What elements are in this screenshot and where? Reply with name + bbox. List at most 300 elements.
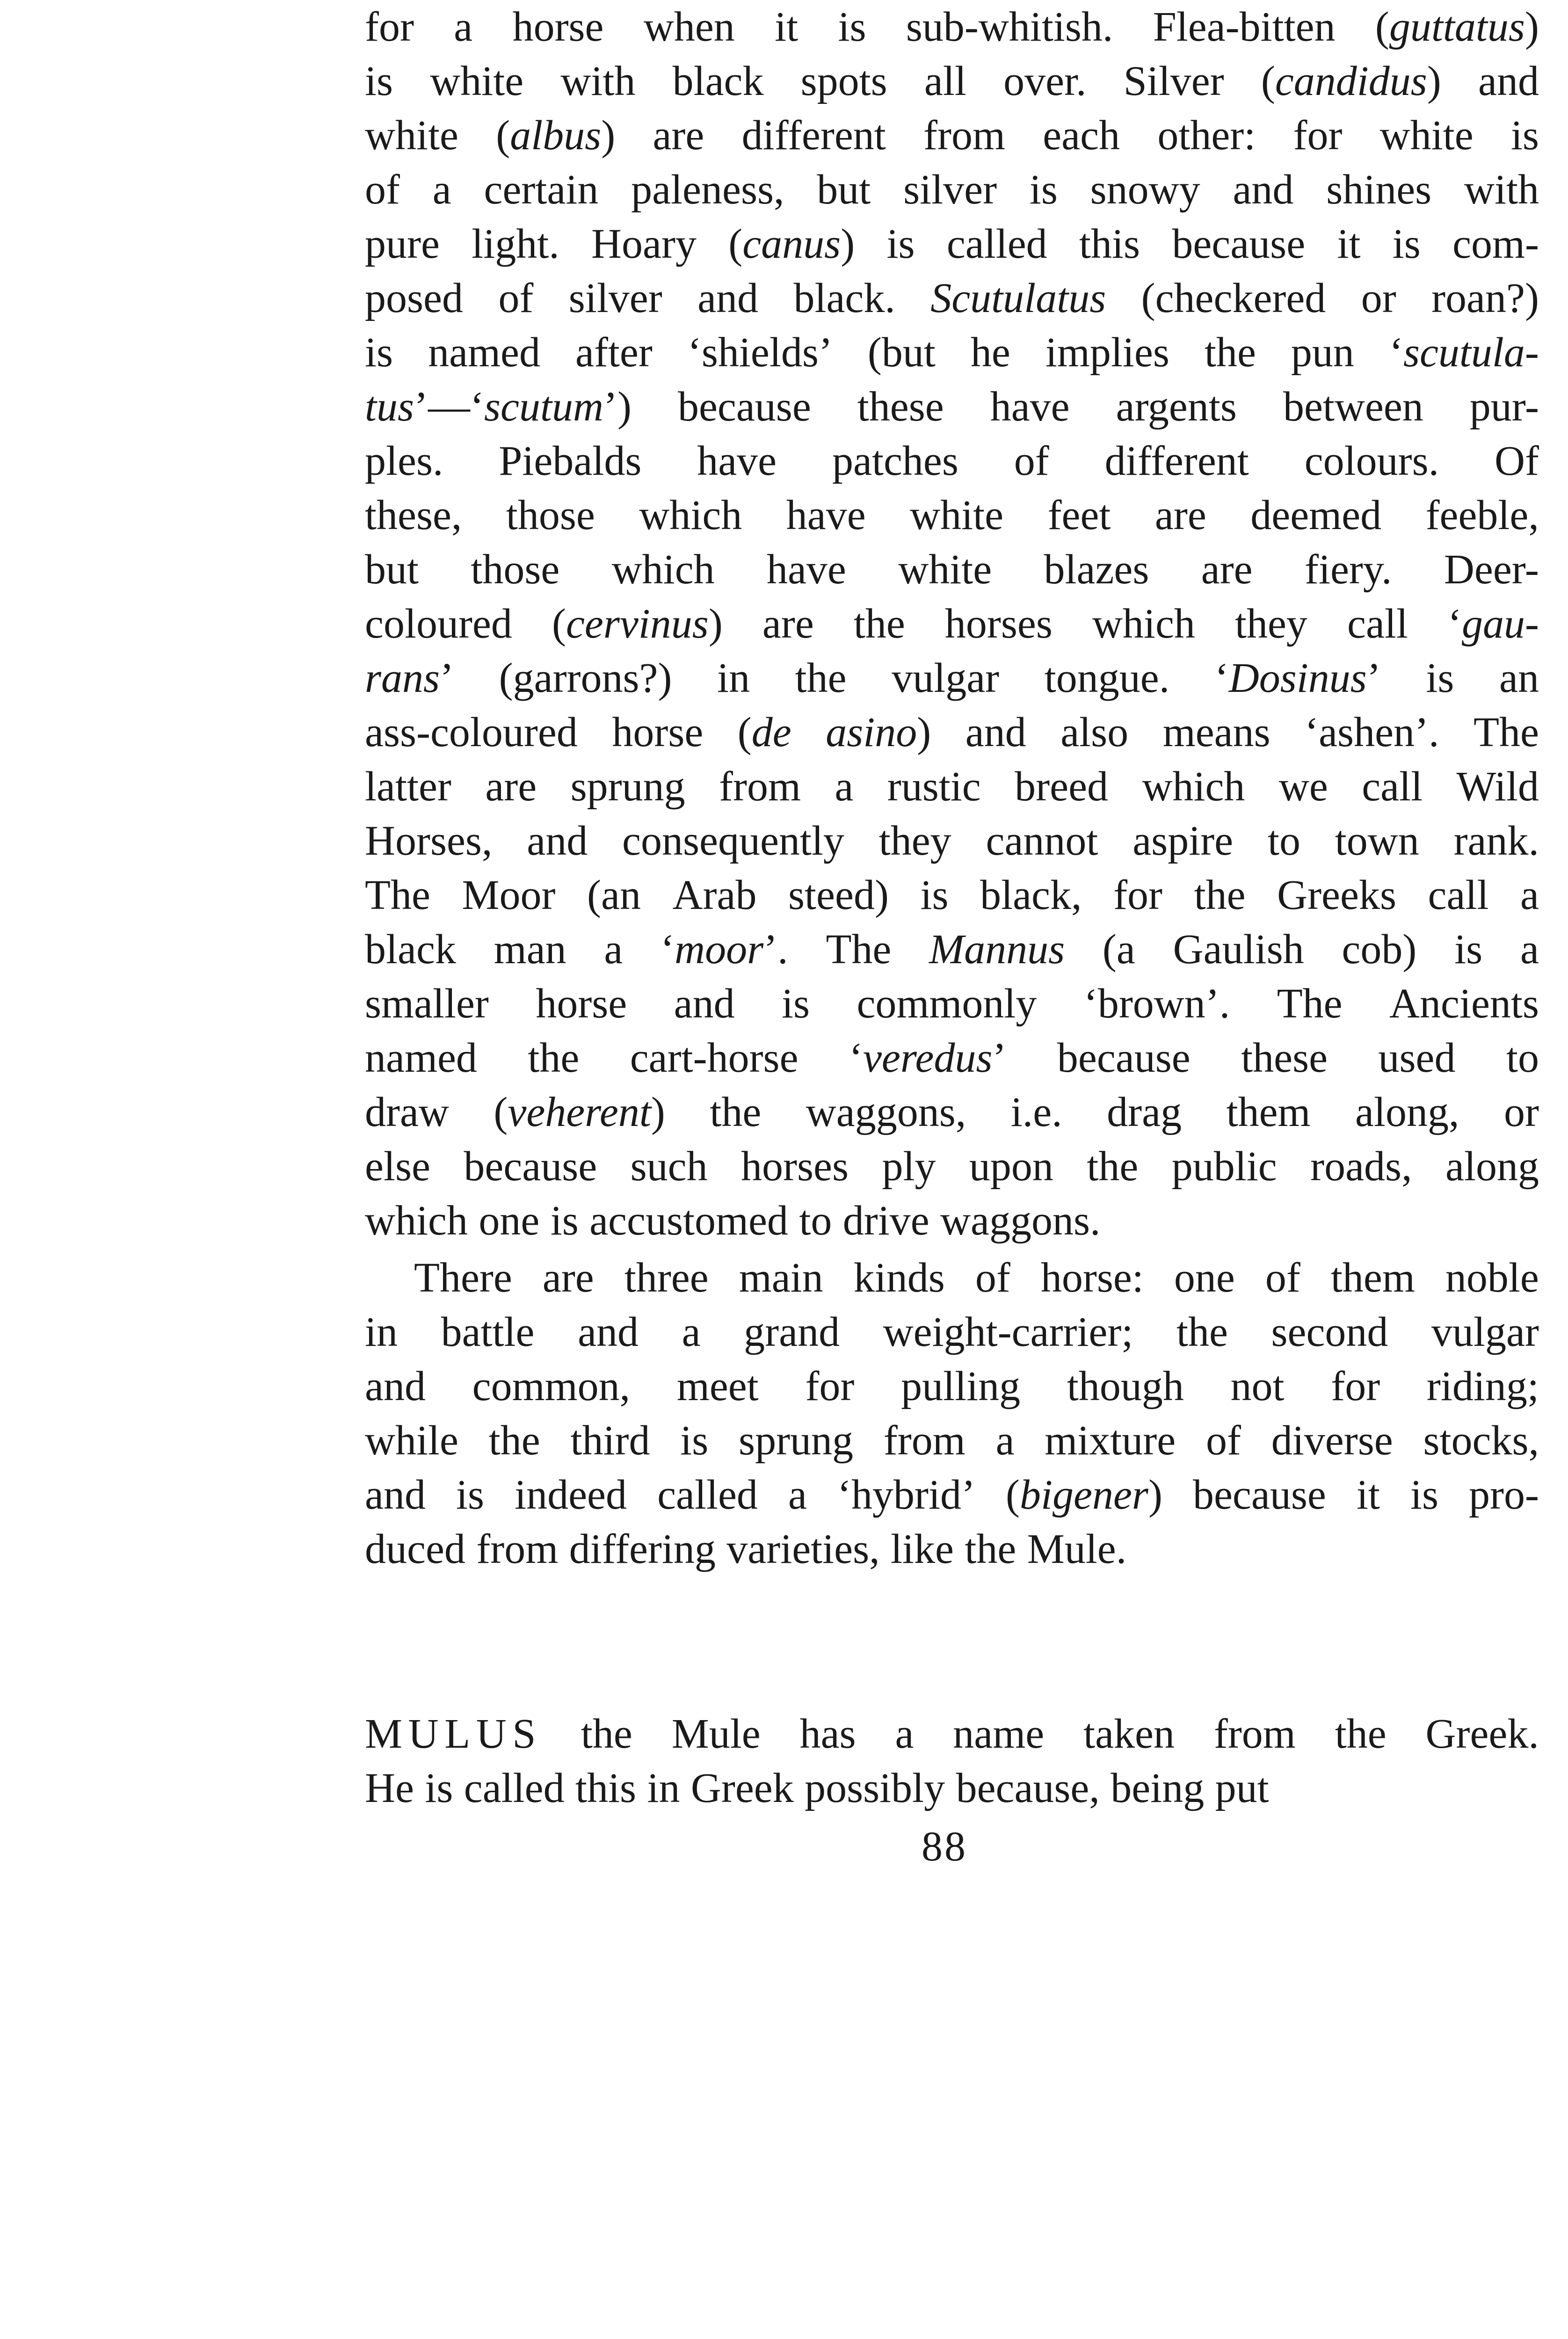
word: Of [1495,438,1539,484]
word: (canus) [728,221,855,267]
word: the [1176,1309,1228,1355]
word: different [1104,438,1249,484]
word: those [471,546,560,593]
text-line [365,109,1539,163]
word: coloured [365,601,512,647]
word: one [1174,1255,1235,1301]
word: varieties, [726,1526,880,1572]
word: indeed [515,1472,627,1518]
word: posed [365,275,463,321]
word: from [883,1417,965,1464]
word: accustomed [589,1198,788,1244]
page-number: 88 [922,1823,967,1870]
word: the [1335,1711,1387,1757]
word: (a [1102,926,1135,973]
word: it [775,4,799,50]
word: cart-horse [630,1035,799,1081]
word: ply [882,1143,936,1190]
word: third [570,1417,650,1464]
word: The [826,926,892,973]
word: is [886,221,915,267]
word: Greeks [1277,872,1396,918]
word: named [428,329,540,376]
word: Mule. [1027,1526,1127,1572]
word: drive [842,1198,929,1244]
word: them [1330,1255,1415,1301]
word: them [1226,1089,1311,1135]
word: asino) [826,709,931,755]
word: Greek [690,1765,794,1811]
text-line [365,217,1539,271]
word: along [1445,1143,1539,1190]
text-line [365,1305,1539,1359]
word: white [430,58,524,104]
word: called [657,1472,758,1518]
text-line [365,1761,1539,1816]
text-line [365,1468,1539,1522]
word: aspire [1132,818,1234,864]
word: has [799,1711,856,1757]
word: the [488,1417,540,1464]
word: and [1478,58,1539,104]
word: rank. [1453,818,1539,864]
text-line [365,1085,1539,1140]
word: is [838,4,866,50]
word: a [682,1309,701,1355]
word: and [674,981,735,1027]
word: the [1087,1143,1139,1190]
word: is [1029,167,1058,213]
word: a [895,1711,914,1757]
word: taken [1083,1711,1175,1757]
word: silver [903,167,997,213]
word: and [365,1472,426,1518]
word: when [643,4,735,50]
word: a [1520,872,1539,918]
word: but [365,546,419,593]
text-line [365,54,1539,109]
word: possibly [805,1765,945,1811]
word: is [550,1198,579,1244]
word: of [1014,438,1049,484]
word: horse: [1040,1255,1144,1301]
word: cob) [1342,926,1417,973]
word: patches [832,438,958,484]
word: upon [969,1143,1053,1190]
word: different [741,112,886,159]
word: for [1293,112,1343,159]
word: colours. [1304,438,1439,484]
word: snowy [1090,167,1200,213]
word: to [1506,1035,1539,1081]
word: because [1172,221,1306,267]
word: is [1426,655,1454,701]
word: put [1215,1765,1269,1811]
word: in [647,1765,680,1811]
word: have [990,384,1070,430]
word: white [1379,112,1474,159]
word: from [1213,1711,1296,1757]
word: over. [1003,58,1087,104]
word: ‘moor’. [661,926,788,973]
word: Moor [462,872,556,918]
word: Mule [671,1711,761,1757]
word: which [639,492,742,538]
word: which [1142,763,1245,810]
word: is [365,329,393,376]
word: a [995,1417,1015,1464]
word: riding; [1426,1363,1539,1409]
word: smaller [365,981,489,1027]
word: because [1192,1472,1326,1518]
word: else [365,1143,430,1190]
word: main [739,1255,823,1301]
word: these [857,384,944,430]
text-line [365,543,1539,597]
word: have [766,546,846,593]
word: means [1162,709,1270,755]
word: from [923,112,1005,159]
word: Deer- [1444,546,1539,593]
text-line [365,488,1539,543]
word: and [697,275,759,321]
word: and [365,1363,426,1409]
word: ‘shields’ [687,329,833,376]
word: ass-coloured [365,709,578,755]
word: The [1277,981,1343,1027]
word: latter [365,763,451,810]
text-line [365,760,1539,814]
word: because [1057,1035,1191,1081]
word: drag [1107,1089,1182,1135]
word: pro- [1469,1472,1539,1518]
word: which [611,546,715,593]
word: they [878,818,951,864]
word: black [365,926,456,973]
word: a [1520,926,1539,973]
word: steed) [788,872,889,918]
word: the [710,1089,762,1135]
word: is [456,1472,485,1518]
word: meet [676,1363,759,1409]
word: other: [1157,112,1256,159]
word: Mannus [929,926,1065,973]
word: implies [1045,329,1169,376]
word: which [1092,601,1195,647]
word: vulgar [1431,1309,1539,1355]
word: is [920,872,949,918]
word: weight-carrier; [883,1309,1133,1355]
word: the [965,1526,1016,1572]
word: also [1060,709,1129,755]
word: roan?) [1431,275,1539,321]
word: are [762,601,814,647]
word: spots [800,58,887,104]
word: black, [980,872,1082,918]
text-line [365,1414,1539,1468]
word: for [1113,872,1163,918]
word: or [1503,1089,1539,1135]
word: pure [365,221,440,267]
word: black. [793,275,895,321]
word: Wild [1456,763,1539,810]
word: are [485,763,537,810]
word: this [575,1765,637,1811]
text-line [365,0,1539,54]
text-line [365,326,1539,380]
word: because [677,384,811,430]
word: stocks, [1423,1417,1539,1464]
text-line [365,434,1539,488]
word: to [799,1198,832,1244]
word: grand [744,1309,840,1355]
word: a [454,4,473,50]
word: have [697,438,777,484]
text-line [365,163,1539,217]
word: and [578,1309,639,1355]
word: of [1265,1255,1300,1301]
word: a [788,1472,807,1518]
word: call [1347,601,1408,647]
word: white [910,492,1004,538]
word: shines [1326,167,1432,213]
word: tongue. [1044,655,1170,701]
word: silver [568,275,662,321]
word: draw [365,1089,449,1135]
word: ‘gau- [1447,601,1539,647]
word: Horses, [365,818,493,864]
word: from [476,1526,559,1572]
word: pur- [1469,384,1539,430]
word: is [1410,1472,1438,1518]
text-line [365,1194,1539,1248]
word: black [672,58,764,104]
word: with [1464,167,1539,213]
word: are [542,1255,594,1301]
word: for [1331,1363,1380,1409]
word: ‘hybrid’ [837,1472,975,1518]
word: and [527,818,588,864]
word: cannot [986,818,1098,864]
text-line [365,1140,1539,1194]
word: name [953,1711,1045,1757]
word: battle [441,1309,535,1355]
word: rans’ [365,655,454,701]
word: the [528,1035,580,1081]
word: blazes [1044,546,1149,593]
word: such [630,1143,708,1190]
word: used [1378,1035,1456,1081]
word: because, [956,1765,1100,1811]
text-line [365,1251,1539,1305]
word: call [1362,763,1423,810]
word: is [782,981,810,1027]
word: diverse [1271,1417,1393,1464]
word: ‘veredus’ [849,1035,1007,1081]
word: though [1067,1363,1184,1409]
word: to [1267,818,1300,864]
word: is [365,58,393,104]
word: we [1278,763,1328,810]
word: he [970,329,1010,376]
word: ‘ashen’. [1305,709,1439,755]
text-line [365,977,1539,1031]
word: MULUS [365,1711,542,1757]
paragraph-kinds-of-horse [365,1251,1539,1576]
word: called [464,1765,565,1811]
word: deemed [1250,492,1382,538]
word: one [479,1198,540,1244]
word: of [975,1255,1010,1301]
text-line [365,1522,1539,1576]
word: (guttatus) [1375,4,1539,50]
word: while [365,1417,458,1464]
word: Piebalds [499,438,642,484]
word: which [365,1198,468,1244]
word: of [365,167,400,213]
word: this [1079,221,1140,267]
word: town [1335,818,1419,864]
word: for [805,1363,855,1409]
word: is [1510,112,1539,159]
word: the [1194,872,1246,918]
word: is [680,1417,709,1464]
word: white [898,546,992,593]
word: Arab [672,872,757,918]
word: kinds [853,1255,945,1301]
word: and [965,709,1026,755]
word: common, [472,1363,631,1409]
word: horse [512,4,604,50]
text-line [365,651,1539,705]
word: it [1337,221,1361,267]
word: public [1171,1143,1277,1190]
word: noble [1445,1255,1539,1301]
word: being [1111,1765,1205,1811]
text-line [365,1031,1539,1085]
word: Greek. [1425,1711,1539,1757]
word: horse [612,709,704,755]
word: ‘brown’. [1083,981,1230,1027]
word: call [1428,872,1489,918]
word: it [1356,1472,1380,1518]
word: light. [472,221,559,267]
word: waggons, [806,1089,966,1135]
word: they [1234,601,1307,647]
word: Flea-bitten [1153,4,1336,50]
word: mixture [1045,1417,1176,1464]
word: argents [1116,384,1237,430]
word: man [494,926,566,973]
word: paleness, [631,167,784,213]
text-line [365,597,1539,651]
text-line [365,1359,1539,1414]
word: are [1201,546,1253,593]
word: feet [1047,492,1111,538]
word: pulling [901,1363,1021,1409]
word: an [1499,655,1539,701]
word: in [365,1309,398,1355]
word: roads, [1310,1143,1412,1190]
text-line [365,705,1539,760]
word: pun [1291,329,1354,376]
word: are [1154,492,1206,538]
word: differing [569,1526,716,1572]
word: those [506,492,595,538]
word: not [1230,1363,1285,1409]
word: There [414,1255,512,1301]
word: feeble, [1425,492,1539,538]
word: tus’—‘scutum’) [365,384,632,430]
word: The [365,872,430,918]
word: from [719,763,801,810]
word: all [924,58,966,104]
word: the [581,1711,632,1757]
word: ples. [365,438,443,484]
word: the [795,655,847,701]
word: is [1392,221,1421,267]
word: vulgar [892,655,1000,701]
paragraph-horse-colours [365,0,1539,1248]
word: is [425,1765,453,1811]
word: white [365,112,458,159]
word: ‘scutula- [1389,329,1539,376]
word: certain [484,167,599,213]
word: named [365,1035,477,1081]
word: the [853,601,905,647]
text-line [365,868,1539,923]
word: sprung [570,763,685,810]
word: like [891,1526,954,1572]
text-line [365,271,1539,326]
word: fiery. [1304,546,1392,593]
text-line [365,380,1539,434]
word: these, [365,492,462,538]
word: (candidus) [1261,58,1441,104]
word: waggons. [940,1198,1101,1244]
word: because [464,1143,597,1190]
word: in [717,655,750,701]
word: (cervinus) [552,601,723,647]
word: Gaulish [1173,926,1304,973]
word: Ancients [1389,981,1539,1027]
word: have [786,492,866,538]
text-line [365,1707,1539,1761]
word: i.e. [1010,1089,1062,1135]
word: (veherent) [494,1089,665,1135]
word: Silver [1123,58,1224,104]
word: duced [365,1526,465,1572]
word: breed [1015,763,1109,810]
word: (de [737,709,791,755]
word: of [1206,1417,1241,1464]
word: called [946,221,1047,267]
word: rustic [887,763,981,810]
word: a [835,763,854,810]
word: between [1283,384,1423,430]
text-line [365,923,1539,977]
word: (but [867,329,936,376]
word: (bigener) [1006,1472,1162,1518]
word: three [624,1255,709,1301]
word: consequently [622,818,844,864]
word: (an [587,872,641,918]
word: after [575,329,653,376]
word: is [1454,926,1483,973]
word: He [365,1765,414,1811]
word: commonly [857,981,1037,1027]
word: a [432,167,451,213]
